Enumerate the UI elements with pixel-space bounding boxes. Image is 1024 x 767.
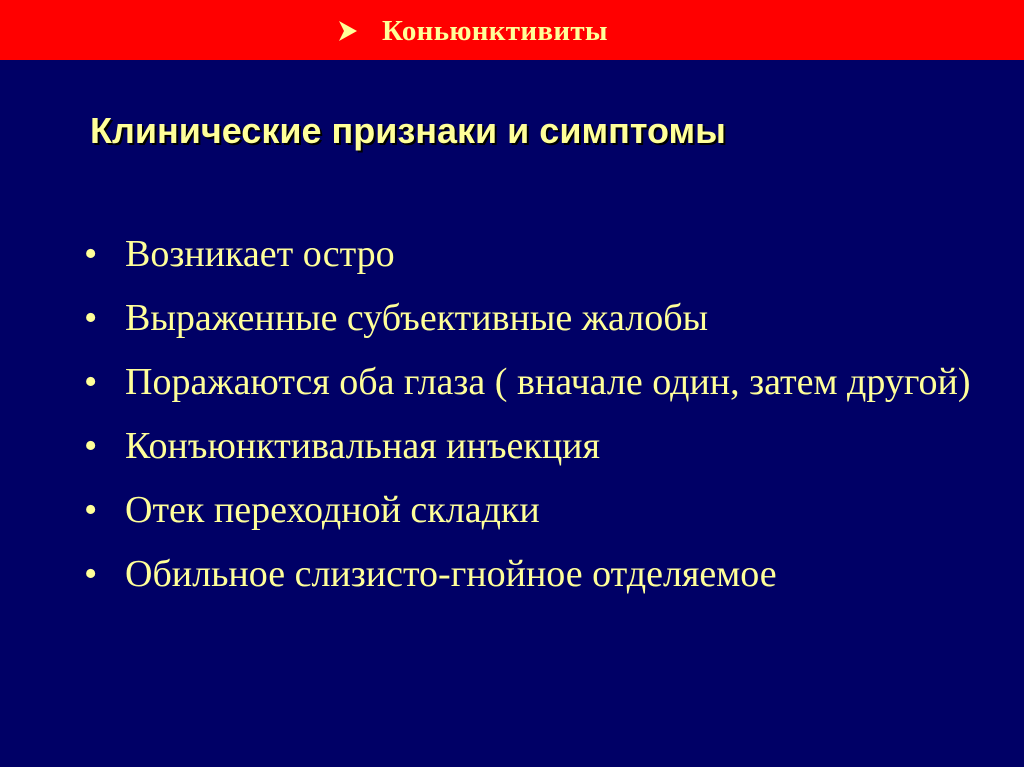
title-bar-content	[338, 12, 608, 50]
bullet-text: Поражаются оба глаза ( вначале один, затем другой)	[125, 361, 971, 403]
bullet-text: Обильное слизисто-гнойное отделяемое	[125, 553, 777, 595]
bullet-text: Отек переходной складки	[125, 489, 540, 531]
header-title: Коньюнктивиты	[382, 14, 608, 47]
bullet-item	[84, 356, 984, 408]
bullet-text: Конъюнктивальная инъекция	[125, 425, 600, 467]
bullet-marker: •	[84, 233, 98, 275]
bullet-marker: •	[84, 361, 98, 403]
bullet-item	[84, 292, 984, 344]
bullet-item	[84, 484, 984, 536]
bullet-marker: •	[84, 553, 98, 595]
bullet-item	[84, 228, 984, 280]
bullet-text: Возникает остро	[125, 233, 395, 275]
bullet-marker: •	[84, 297, 98, 339]
arrow-right-icon	[338, 20, 358, 42]
slide-heading: Клинические признаки и симптомы	[90, 110, 726, 151]
bullet-item	[84, 420, 984, 472]
bullet-item	[84, 548, 984, 600]
bullet-text: Выраженные субъективные жалобы	[125, 297, 709, 339]
title-bar	[0, 0, 1024, 60]
bullet-marker: •	[84, 489, 98, 531]
bullet-list	[84, 228, 984, 612]
bullet-marker: •	[84, 425, 98, 467]
